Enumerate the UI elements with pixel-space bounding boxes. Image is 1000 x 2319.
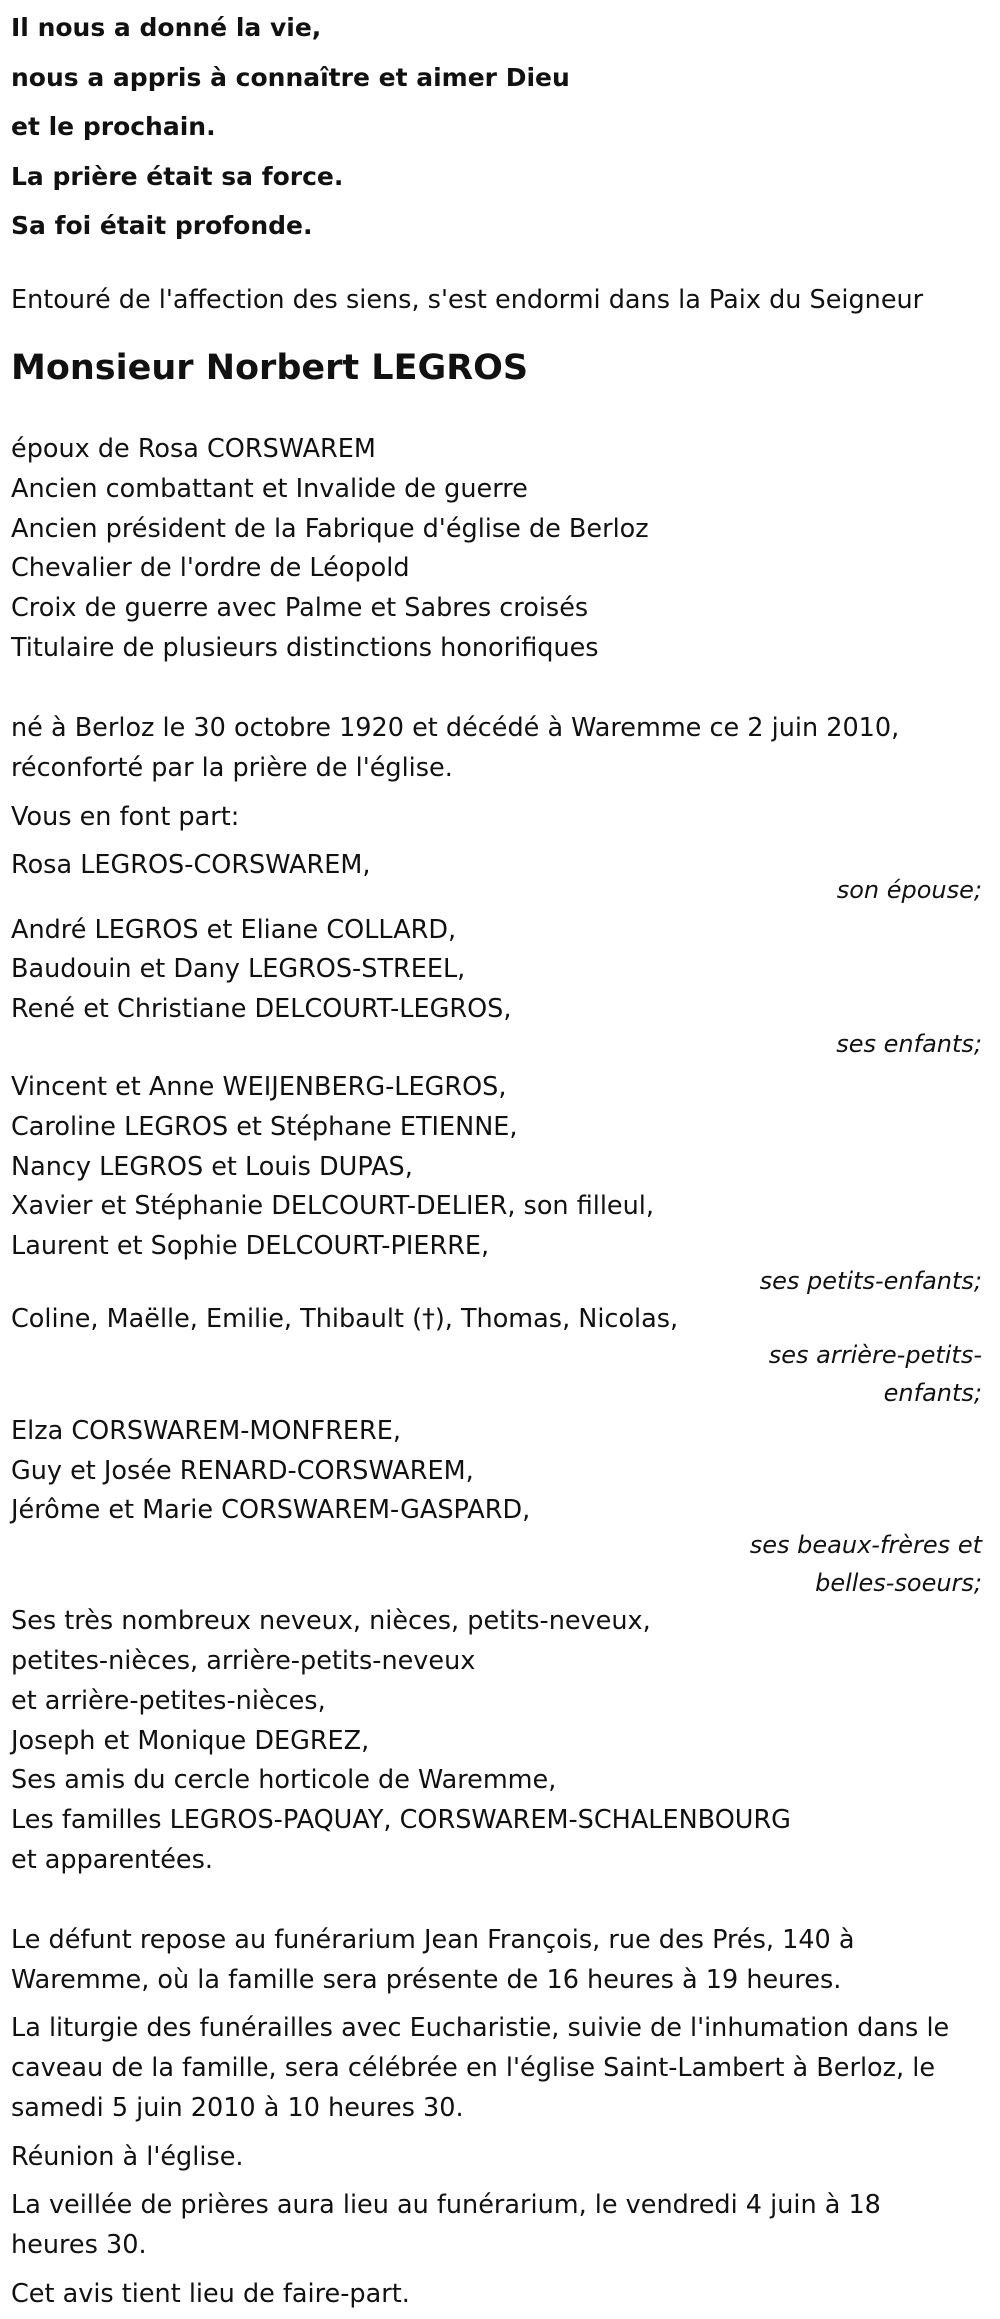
family-name: Laurent et Sophie DELCOURT-PIERRE,	[11, 1231, 490, 1262]
role-line: enfants;	[883, 1378, 982, 1407]
family-name: André LEGROS et Eliane COLLARD,	[11, 914, 457, 945]
role-line: ses petits-enfants;	[759, 1267, 982, 1296]
family-group-children	[11, 911, 1000, 1030]
poem-line: La prière était sa force.	[11, 161, 344, 191]
meeting-info: Réunion à l'église.	[11, 2141, 244, 2172]
family-name: Coline, Maëlle, Emilie, Thibault (†), Thomas, Nicolas,	[11, 1304, 679, 1335]
other-line: Ses amis du cercle horticole de Waremme,	[11, 1765, 557, 1796]
title-line: Titulaire de plusieurs distinctions honorifiques	[11, 632, 599, 663]
info-line: heures 30.	[11, 2230, 147, 2261]
other-line: petites-nièces, arrière-petits-neveux	[11, 1646, 476, 1677]
other-relatives	[11, 1602, 1000, 1881]
closing-text: Cet avis tient lieu de faire-part.	[11, 2278, 410, 2309]
poem-line: et le prochain.	[11, 112, 216, 141]
poem-line: Il nous a donné la vie,	[11, 13, 322, 42]
info-line: La liturgie des funérailles avec Eucharistie, suivie de l'inhumation dans le	[11, 2013, 950, 2044]
title-line: Chevalier de l'ordre de Léopold	[11, 553, 410, 584]
family-name: Elza CORSWAREM-MONFRERE,	[11, 1415, 401, 1446]
family-role	[11, 1262, 1000, 1300]
family-group-great-grandchildren	[11, 1300, 1000, 1340]
family-role	[11, 1025, 1000, 1063]
family-name: Caroline LEGROS et Stéphane ETIENNE,	[11, 1111, 518, 1142]
info-line: La veillée de prières aura lieu au funérarium, le vendredi 4 juin à 18	[11, 2190, 881, 2221]
titles-list	[11, 430, 1000, 669]
role-line: son épouse;	[836, 875, 982, 904]
info-line: Waremme, où la famille sera présente de 16 heures à 19 heures.	[11, 1964, 842, 1995]
family-name: Rosa LEGROS-CORSWAREM,	[11, 849, 371, 880]
family-group-grandchildren	[11, 1068, 1000, 1267]
role-line: ses enfants;	[836, 1030, 982, 1059]
other-line: Joseph et Monique DEGREZ,	[11, 1725, 370, 1756]
liturgy-info	[11, 2009, 1000, 2128]
role-line: ses arrière-petits-	[768, 1340, 982, 1369]
family-name: René et Christiane DELCOURT-LEGROS,	[11, 994, 512, 1025]
funeral-home-info	[11, 1921, 1000, 2001]
birth-death-line: réconforté par la prière de l'église.	[11, 752, 453, 783]
other-line: Les familles LEGROS-PAQUAY, CORSWAREM-SCHALENBOURG	[11, 1805, 791, 1836]
family-group-in-laws	[11, 1412, 1000, 1531]
title-line: Ancien président de la Fabrique d'église de Berloz	[11, 513, 649, 544]
title-line: Croix de guerre avec Palme et Sabres croisés	[11, 593, 589, 624]
birth-death-line: né à Berloz le 30 octobre 1920 et décédé à Waremme ce 2 juin 2010,	[11, 712, 900, 743]
info-line: samedi 5 juin 2010 à 10 heures 30.	[11, 2093, 464, 2123]
deceased-name: Monsieur Norbert LEGROS	[11, 348, 529, 388]
other-line: et apparentées.	[11, 1845, 213, 1876]
family-name: Guy et Josée RENARD-CORSWAREM,	[11, 1455, 474, 1486]
role-line: ses beaux-frères et	[749, 1531, 982, 1560]
title-line: époux de Rosa CORSWAREM	[11, 434, 376, 464]
info-line: caveau de la famille, sera célébrée en l'église Saint-Lambert à Berloz, le	[11, 2053, 936, 2084]
family-name: Xavier et Stéphanie DELCOURT-DELIER, son filleul,	[11, 1191, 654, 1222]
announce-heading: Vous en font part:	[11, 802, 240, 833]
info-line: Le défunt repose au funérarium Jean François, rue des Prés, 140 à	[11, 1924, 855, 1955]
birth-death-text	[11, 709, 1000, 789]
vigil-info	[11, 2186, 1000, 2266]
poem-line: nous a appris à connaître et aimer Dieu	[11, 62, 570, 92]
family-name: Nancy LEGROS et Louis DUPAS,	[11, 1151, 413, 1182]
intro-text: Entouré de l'affection des siens, s'est endormi dans la Paix du Seigneur	[11, 284, 924, 315]
title-line: Ancien combattant et Invalide de guerre	[11, 473, 528, 504]
family-role	[11, 1526, 1000, 1602]
role-line: belles-soeurs;	[815, 1569, 982, 1598]
family-name: Jérôme et Marie CORSWAREM-GASPARD,	[11, 1495, 531, 1526]
family-name: Vincent et Anne WEIJENBERG-LEGROS,	[11, 1072, 507, 1103]
poem-line: Sa foi était profonde.	[11, 211, 313, 240]
family-name: Baudouin et Dany LEGROS-STREEL,	[11, 954, 466, 985]
other-line: et arrière-petites-nièces,	[11, 1685, 326, 1716]
family-role	[11, 1336, 1000, 1412]
other-line: Ses très nombreux neveux, nièces, petits-neveux,	[11, 1606, 651, 1637]
opening-poem	[11, 0, 1000, 251]
